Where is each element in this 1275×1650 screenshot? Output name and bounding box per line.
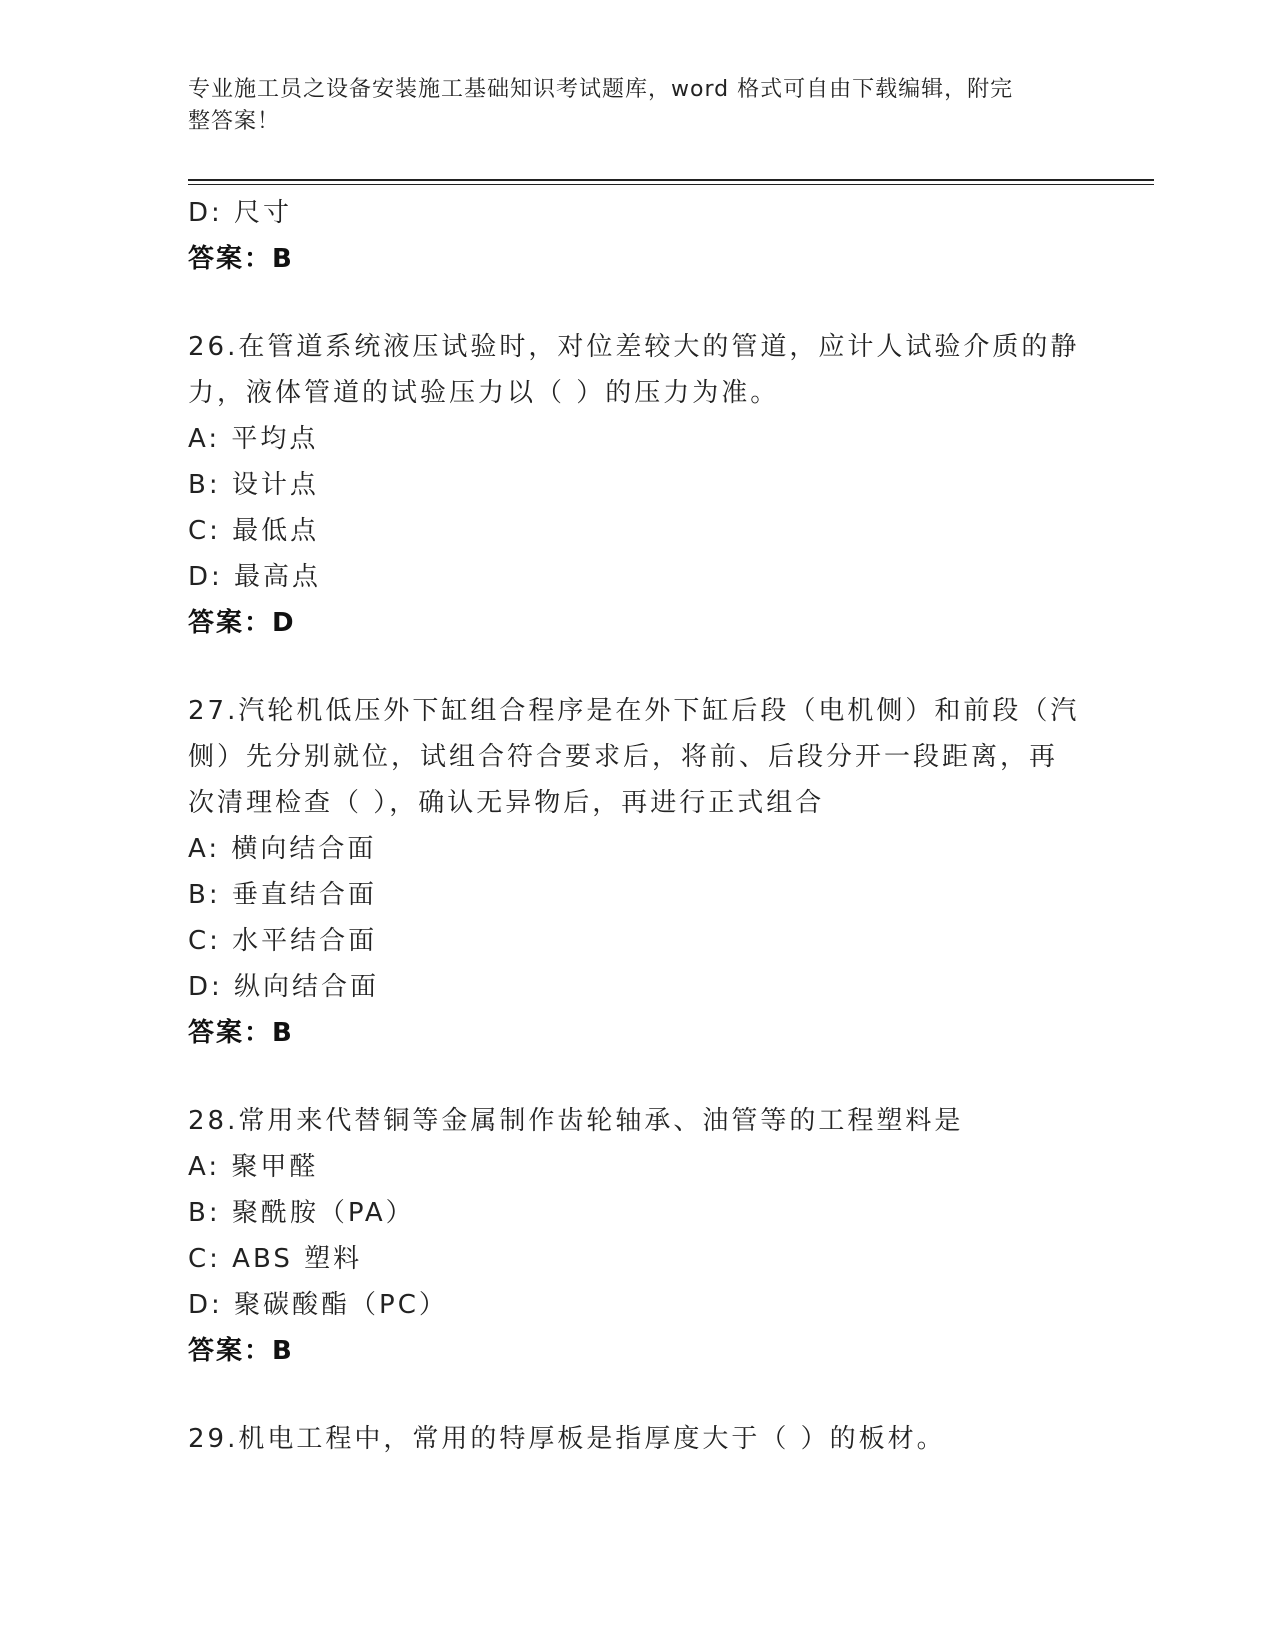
option-c: C: 最低点	[188, 516, 320, 546]
spacer	[188, 646, 1088, 688]
header-line-2: 整答案！	[188, 109, 281, 134]
question-text-line: 28.常用来代替铜等金属制作齿轮轴承、油管等的工程塑料是	[188, 1106, 964, 1136]
prev-question-tail	[188, 190, 1088, 282]
option-b: B: 垂直结合面	[188, 880, 377, 910]
option-b: B: 聚酰胺（PA）	[188, 1198, 415, 1228]
option-a: A: 横向结合面	[188, 834, 377, 864]
question-29	[188, 1416, 1088, 1462]
option-a: A: 聚甲醛	[188, 1152, 319, 1182]
answer-line: 答案：B	[188, 1018, 294, 1048]
option-d: D: 纵向结合面	[188, 972, 380, 1002]
question-text-line: 次清理检查（ ），确认无异物后，再进行正式组合	[188, 788, 825, 818]
option-a: A: 平均点	[188, 424, 319, 454]
spacer	[188, 1056, 1088, 1098]
question-text-line: 力，液体管道的试验压力以（ ）的压力为准。	[188, 378, 780, 408]
option-d: D: 聚碳酸酯（PC）	[188, 1290, 448, 1320]
header-rule-thick	[188, 179, 1154, 181]
spacer	[188, 282, 1088, 324]
document-body	[188, 190, 1088, 1462]
question-text-line: 29.机电工程中，常用的特厚板是指厚度大于（ ）的板材。	[188, 1424, 946, 1454]
answer-line: 答案：D	[188, 608, 296, 638]
header-line-1: 专业施工员之设备安装施工基础知识考试题库，word 格式可自由下载编辑，附完	[188, 77, 1014, 102]
option-d: D: 最高点	[188, 562, 322, 592]
option-c: C: ABS 塑料	[188, 1244, 363, 1274]
page-header	[188, 74, 1088, 138]
spacer	[188, 1374, 1088, 1416]
question-26	[188, 324, 1088, 646]
answer-line: 答案：B	[188, 244, 294, 274]
question-text-line: 27.汽轮机低压外下缸组合程序是在外下缸后段（电机侧）和前段（汽	[188, 696, 1080, 726]
option-d: D: 尺寸	[188, 198, 293, 228]
question-text-line: 26.在管道系统液压试验时，对位差较大的管道，应计人试验介质的静	[188, 332, 1080, 362]
option-c: C: 水平结合面	[188, 926, 378, 956]
answer-line: 答案：B	[188, 1336, 294, 1366]
question-28	[188, 1098, 1088, 1374]
question-text-line: 侧）先分别就位，试组合符合要求后，将前、后段分开一段距离，再	[188, 742, 1059, 772]
option-b: B: 设计点	[188, 470, 319, 500]
header-rule-thin	[188, 184, 1154, 185]
question-27	[188, 688, 1088, 1056]
